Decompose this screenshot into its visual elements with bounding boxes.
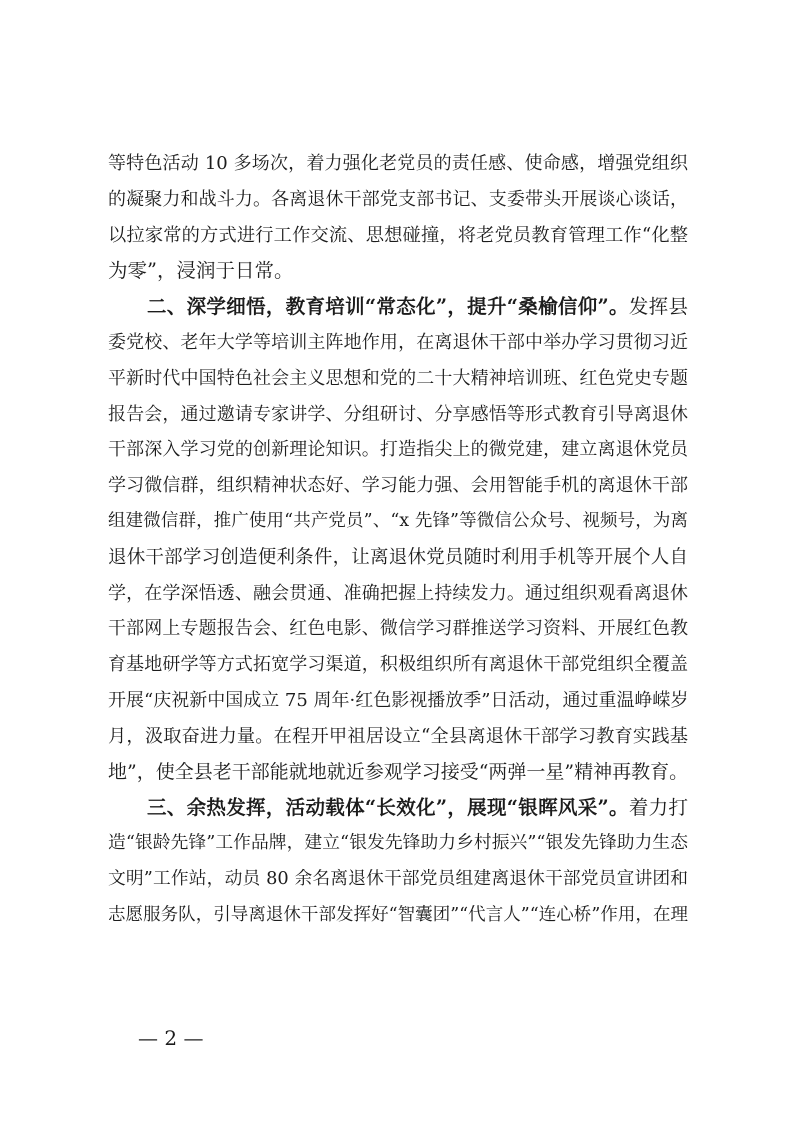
text-line: 组建微信群，推广使用“共产党员”、“x 先锋”等微信公众号、视频号，为离	[108, 510, 688, 531]
section-heading: 二、深学细悟，教育培训“常态化”，提升“桑榆信仰”。	[147, 295, 629, 319]
paragraph-3	[108, 790, 688, 933]
text-line: 育基地研学等方式拓宽学习渠道，积极组织所有离退休干部党组织全覆盖	[108, 654, 688, 676]
document-body	[108, 146, 688, 934]
page-number: — 2 —	[138, 1026, 204, 1050]
text-line: 学习微信群，组织精神状态好、学习能力强、会用智能手机的离退休干部	[108, 475, 688, 497]
text-line: 干部深入学习党的创新理论知识。打造指尖上的微党建，建立离退休党员	[108, 439, 688, 461]
text-line: 造“银龄先锋”工作品牌，建立“银发先锋助力乡村振兴”“银发先锋助力生态	[108, 833, 688, 854]
text-line: 月，汲取奋进力量。在程开甲祖居设立“全县离退休干部学习教育实践基	[108, 725, 688, 747]
text-line: 志愿服务队，引导离退休干部发挥好“智囊团”“代言人”“连心桥”作用，在理	[108, 904, 688, 925]
text-line: 地”，使全县老干部能就地就近参观学习接受“两弹一星”精神再教育。	[108, 760, 688, 783]
text-span: 发挥县	[628, 295, 688, 319]
section-heading: 三、余热发挥，活动载体“长效化”，展现“银晖风采”。	[147, 796, 629, 820]
text-span: 着力打	[628, 796, 688, 820]
text-line: 的凝聚力和战斗力。各离退休干部党支部书记、支委带头开展谈心谈话，	[108, 188, 688, 210]
text-line: 退休干部学习创造便利条件，让离退休党员随时利用手机等开展个人自	[108, 546, 688, 568]
text-line	[108, 289, 688, 325]
text-line: 为零”，浸润于日常。	[108, 259, 294, 283]
paragraph-2	[108, 289, 688, 790]
text-line: 学，在学深悟透、融会贯通、准确把握上持续发力。通过组织观看离退休	[108, 582, 688, 604]
text-line: 等特色活动 10 多场次，着力强化老党员的责任感、使命感，增强党组织	[108, 153, 688, 174]
paragraph-1	[108, 146, 688, 289]
text-line: 报告会，通过邀请专家讲学、分组研讨、分享感悟等形式教育引导离退休	[108, 403, 688, 425]
text-line: 以拉家常的方式进行工作交流、思想碰撞，将老党员教育管理工作“化整	[108, 224, 688, 246]
text-line: 委党校、老年大学等培训主阵地作用，在离退休干部中举办学习贯彻习近	[108, 331, 688, 353]
text-line: 文明”工作站，动员 80 余名离退休干部党员组建离退休干部党员宣讲团和	[108, 868, 688, 889]
text-line: 平新时代中国特色社会主义思想和党的二十大精神培训班、红色党史专题	[108, 367, 688, 389]
text-line	[108, 790, 688, 826]
text-line: 开展“庆祝新中国成立 75 周年·红色影视播放季”日活动，通过重温峥嵘岁	[108, 689, 688, 711]
text-line: 干部网上专题报告会、红色电影、微信学习群推送学习资料、开展红色教	[108, 618, 688, 640]
